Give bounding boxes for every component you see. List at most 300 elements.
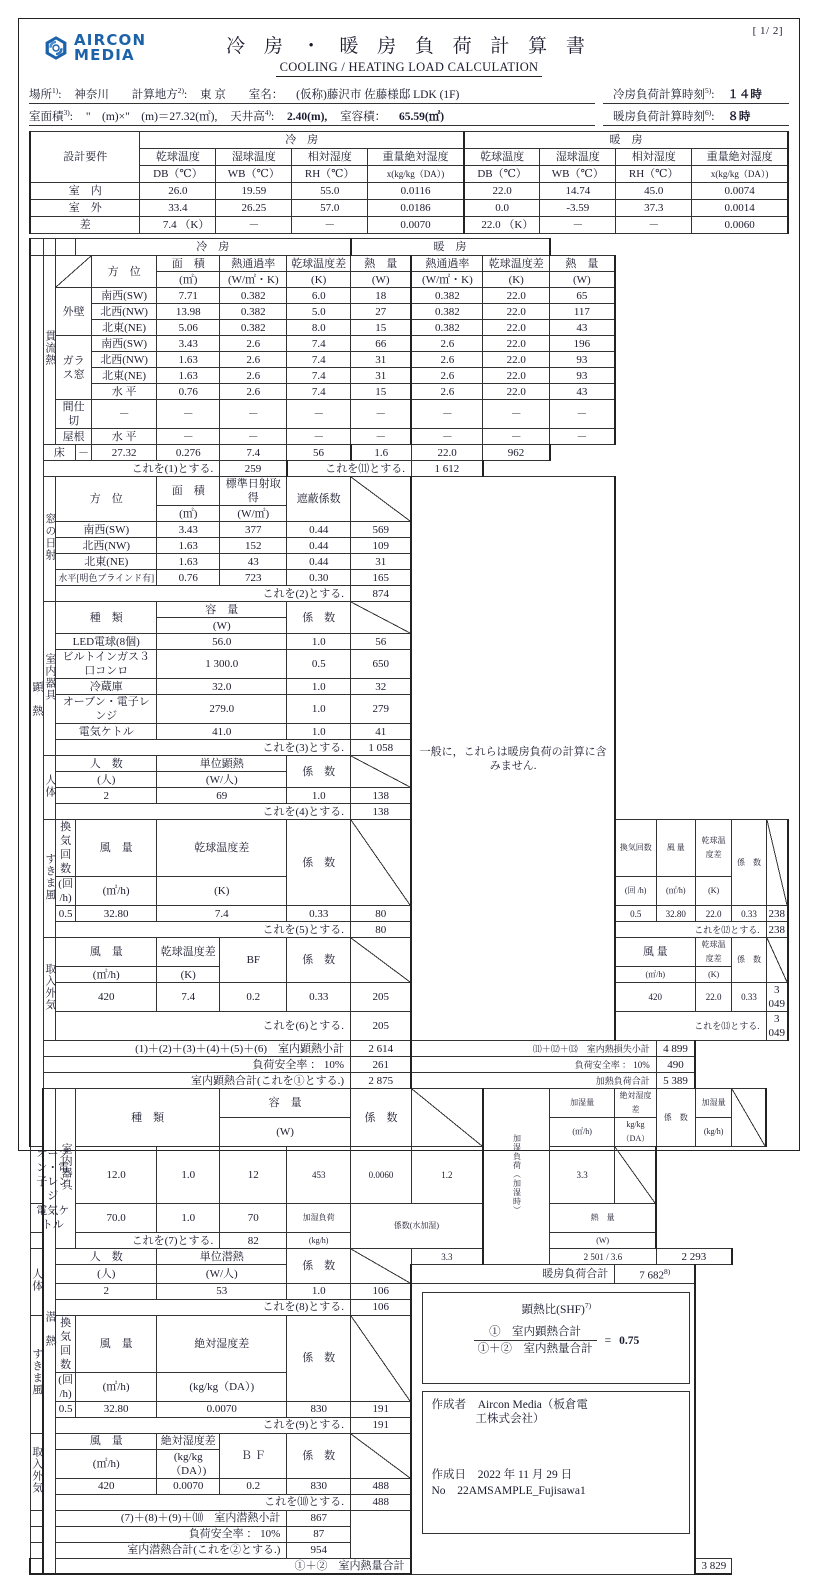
cell-flow-heat: 420 (615, 983, 696, 1012)
room-label: 室名 (248, 89, 272, 101)
sensible-safety-label: 負荷安全率 ： 10% (43, 1057, 351, 1073)
area-label: 室面積 (29, 111, 64, 123)
col-heat: 熱 量 (351, 256, 412, 272)
people-sensible-group-label: 人体 (43, 756, 56, 820)
aircon-media-logo (43, 33, 146, 62)
cond-unit: WB（℃） (540, 166, 616, 183)
table-row (30, 336, 788, 352)
col-u-value-heat: 熱通過率 (411, 256, 482, 272)
cell-dt-heat: － (483, 400, 550, 429)
table-row (30, 200, 788, 217)
table-row (30, 1204, 788, 1233)
subtotal-label-13: これを⒀とする. (615, 1012, 766, 1041)
col-dx: 絶対湿度差 (157, 1433, 220, 1449)
cell-ach: 0.5 (56, 906, 76, 922)
col-bf: BF (220, 938, 287, 983)
col-area: 面 積 (157, 256, 220, 272)
row-category: 外壁 (56, 288, 92, 336)
cell-area: 0.76 (157, 384, 220, 400)
cell-direction: 南西(SW) (91, 336, 156, 352)
subtotal-value-1: 259 (220, 461, 287, 477)
cell-dt-heat: 22.0 (483, 352, 550, 368)
subtotal-value-3: 1 058 (351, 740, 412, 756)
corner-diagonal (56, 256, 92, 288)
cell-direction: 北西(NW) (91, 352, 156, 368)
col-type: 種 類 (75, 1089, 219, 1147)
page-frame (18, 18, 800, 1572)
cell-area: 3.43 (157, 522, 220, 538)
transmission-group-label: 貫流熱 (43, 256, 56, 445)
cooling-time-label: 冷房負荷計算時刻 (613, 89, 705, 101)
cell-name: 電気ケトル (30, 1204, 75, 1233)
table-row (30, 400, 788, 429)
col-flow: 風 量 (75, 820, 156, 877)
unit-u-heat: (W/㎡・K) (411, 272, 482, 288)
cond-unit: DB（℃） (140, 166, 216, 183)
unit-sensible: (W/人) (157, 772, 287, 788)
col-unit-sensible: 単位顕熱 (157, 756, 287, 772)
region-label: 計算地方 (131, 89, 178, 101)
cond-value: － (292, 217, 368, 234)
cell-u: 0.276 (157, 445, 220, 461)
subtotal-value-2: 874 (351, 586, 412, 602)
cell-direction: － (75, 445, 91, 461)
col-ach-heat: 換気回数 (615, 820, 657, 877)
cond-value: 0.0070 (368, 217, 464, 234)
unit-capacity: (W) (220, 1118, 351, 1147)
cell-capacity: 41.0 (157, 724, 287, 740)
cell-direction: 水平[明色ブラインド有] (56, 570, 157, 586)
heating-time: 暖房負荷計算時刻$^{6)}$: ８時 (603, 108, 789, 126)
cell-q: 56 (351, 634, 412, 650)
cell-humid-load: 3.3 (411, 1249, 482, 1265)
shf-value: 0.75 (619, 1334, 640, 1347)
cell-dt: 7.4 (287, 384, 351, 400)
page-number: [ 1/ 2] (752, 25, 783, 37)
cell-capacity: 70.0 (75, 1204, 156, 1233)
cond-unit: x(kg/kg（DA）) (692, 166, 788, 183)
unit-dt-heat: (K) (695, 967, 732, 983)
latent-total-label: 室内潜熱合計(これを②とする.) (30, 1542, 287, 1558)
outdoor-air-latent-group-label: 取入外気 (30, 1433, 43, 1510)
unit-sg: (W/㎡) (220, 506, 287, 522)
cooling-time: 冷房負荷計算時刻$^{5)}$: １４時 (603, 86, 789, 104)
blank-diagonal (351, 1315, 412, 1401)
cell-capacity: 32.0 (157, 679, 287, 695)
cell-area: 7.71 (157, 288, 220, 304)
col-dt-heat: 乾球温度差 (695, 820, 732, 877)
heating-load-total-value: 7 682$^{8)}$ (615, 1265, 696, 1284)
subtotal-value-5: 80 (351, 922, 412, 938)
heating-exclusion-note: 一般に，これらは暖房負荷の計算に含みません. (411, 477, 614, 1041)
cell-capacity: 56.0 (157, 634, 287, 650)
table-row (30, 804, 788, 820)
cond-value: 37.3 (616, 200, 692, 217)
cond-unit: RH（℃） (616, 166, 692, 183)
subtotal-label-11: これを⑾とする. (287, 461, 412, 477)
cell-q: 191 (351, 1401, 412, 1417)
col-dt: 乾球温度差 (157, 938, 220, 967)
unit-people: (人) (56, 772, 157, 788)
cell-q: 650 (351, 650, 412, 679)
cell-coefficient: 0.33 (287, 983, 351, 1012)
cell-direction: 北西(NW) (91, 304, 156, 320)
row-category: 間仕切 (56, 400, 92, 429)
cell-q: 66 (351, 336, 412, 352)
table-row (30, 522, 788, 538)
cell-u: － (220, 400, 287, 429)
cell-coefficient: 1.0 (287, 788, 351, 804)
people-latent-group-label: 人体 (30, 1249, 43, 1316)
col-humid-dx: 絶対湿度差 (615, 1089, 657, 1118)
cell-flow: 32.80 (75, 1401, 156, 1417)
page-title-ja: 冷 房 ・ 暖 房 負 荷 計 算 書 (226, 36, 592, 57)
table-row (30, 922, 788, 938)
unit-dt-heat: (K) (695, 877, 732, 906)
author-label: 作成者 (431, 1398, 466, 1411)
col-people-count: 人 数 (56, 1249, 157, 1265)
cond-col: 相対湿度 (292, 149, 368, 166)
latent-subtotal-value: 867 (287, 1510, 351, 1526)
shf-numerator: ① 室内顕熱合計 (474, 1325, 597, 1341)
cond-value: -3.59 (540, 200, 616, 217)
cond-col: 重量絶対湿度 (692, 149, 788, 166)
col-bf: Ｂ Ｆ (220, 1433, 287, 1478)
table-row (30, 724, 788, 740)
cell-q-heat: － (550, 429, 615, 445)
cell-q: 138 (351, 788, 412, 804)
row-category: 床 (43, 445, 75, 461)
unit-area-solar: (㎡) (157, 506, 220, 522)
latent-safety-value: 87 (287, 1526, 351, 1542)
cell-sc: 0.30 (287, 570, 351, 586)
subtotal-value-6: 205 (351, 1012, 412, 1041)
cooling-section-header: 冷 房 (140, 132, 464, 149)
unit-dt: (K) (287, 272, 351, 288)
cell-capacity: 1 300.0 (157, 650, 287, 679)
heating-load-total-label: 暖房負荷合計 (411, 1265, 614, 1284)
cell-q-heat: 43 (550, 384, 615, 400)
unit-dt: (K) (157, 877, 287, 906)
table-row (30, 983, 788, 1012)
no-value: 22AMSAMPLE_Fujisawa1 (457, 1484, 586, 1497)
col-humid-heat: 熱 量 (550, 1204, 657, 1233)
col-dt: 乾球温度差 (157, 820, 287, 877)
cell-humid-k: 1.2 (411, 1147, 482, 1204)
table-row (30, 538, 788, 554)
cell-u-heat: 0.382 (411, 304, 482, 320)
cell-q: － (351, 400, 412, 429)
cell-coefficient: 0.5 (287, 650, 351, 679)
cell-coefficient: 830 (287, 1401, 351, 1417)
col-coefficient: 係 数 (287, 938, 351, 983)
cell-direction: 北東(NE) (56, 554, 157, 570)
cell-direction: 南西(SW) (91, 288, 156, 304)
table-row (30, 1057, 788, 1073)
blank-diagonal (411, 1089, 482, 1147)
table-row (30, 570, 788, 586)
cell-dt: 7.4 (157, 906, 287, 922)
cond-value: 57.0 (292, 200, 368, 217)
cell-u: 0.382 (220, 288, 287, 304)
info-line-2: 室面積$^{3)}$: " (m)×" (m)＝27.32(㎡), 天井高$^{4)}$: 2.40(m), 室容積： 65.59(㎡) (29, 108, 595, 126)
cond-row-label: 室 外 (30, 200, 140, 217)
cell-q: 32 (351, 679, 412, 695)
cell-ach: 0.5 (56, 1401, 76, 1417)
cond-unit: DB（℃） (464, 166, 540, 183)
col-flow-heat: 風 量 (615, 938, 696, 967)
hexagon-logo-icon (43, 35, 69, 61)
main-heating-header: 暖 房 (351, 239, 550, 256)
cell-sg: 152 (220, 538, 287, 554)
grand-total-label: ①＋② 室内熱量合計 (30, 1558, 411, 1574)
col-direction: 方 位 (91, 256, 156, 288)
place-label: 場所 (29, 89, 52, 101)
cell-q-heat: 93 (550, 368, 615, 384)
blank-diagonal (351, 1433, 412, 1478)
cell-q-heat: 196 (550, 336, 615, 352)
info-line-1: 場所$^{1)}$: 神奈川 計算地方$^{2)}$: 東 京 室名： (仮称)藤沢市 佐藤様邸 LDK (1F) (29, 86, 595, 104)
cell-sg: 723 (220, 570, 287, 586)
table-row (30, 1147, 788, 1204)
cell-q: 15 (351, 320, 412, 336)
row-category: 屋根 (56, 429, 92, 445)
table-row (30, 554, 788, 570)
cell-direction: 北東(NE) (91, 368, 156, 384)
cell-sg: 377 (220, 522, 287, 538)
subtotal-label-4: これを(4)とする. (56, 804, 351, 820)
table-row (30, 650, 788, 679)
heating-subtotal-label: ⑾＋⑿＋⒀ 室内熱損失小計 (411, 1041, 656, 1057)
cell-direction: 南西(SW) (56, 522, 157, 538)
shf-title: 顕熱比(SHF)$^{7)}$ (521, 1300, 592, 1316)
cell-direction: 水 平 (91, 384, 156, 400)
cell-sc: 0.44 (287, 522, 351, 538)
cell-direction: － (91, 400, 156, 429)
cell-q: 106 (351, 1283, 412, 1299)
cell-flow: 420 (56, 1478, 157, 1494)
cell-flow-heat: 32.80 (656, 906, 695, 922)
col-area-solar: 面 積 (157, 477, 220, 506)
cell-dt: 5.0 (287, 304, 351, 320)
infiltration-latent-group-label: すきま風 (30, 1315, 43, 1433)
unit-flow: (㎡/h) (56, 967, 157, 983)
subtotal-label-10: これを⑽とする. (56, 1494, 351, 1510)
unit-dt: (K) (157, 967, 220, 983)
cell-q-heat: 65 (550, 288, 615, 304)
subtotal-value-13: 3 049 (766, 1012, 788, 1041)
cond-value: 0.0186 (368, 200, 464, 217)
cell-dt-heat: 22.0 (483, 288, 550, 304)
cell-dt: 6.0 (287, 288, 351, 304)
unit-area: (㎡) (157, 272, 220, 288)
shf-box (422, 1292, 690, 1384)
ceiling-height-value: 2.40(m), (287, 111, 328, 123)
cell-name: 電気ケトル (56, 724, 157, 740)
col-humid-water-k: 係数(水加湿) (351, 1204, 483, 1249)
cond-value: 0.0 (464, 200, 540, 217)
unit-dx: (kg/kg（DA）) (157, 1372, 287, 1401)
sensible-total-value: 2 875 (351, 1073, 412, 1089)
cell-coefficient: 1.0 (287, 634, 351, 650)
heating-safety-value: 490 (656, 1057, 695, 1073)
cell-q-heat: 117 (550, 304, 615, 320)
cond-value: 26.25 (216, 200, 292, 217)
cell-dt: 7.4 (287, 336, 351, 352)
cell-q: 569 (351, 522, 412, 538)
col-coefficient: 係 数 (351, 1089, 412, 1147)
table-row (30, 352, 788, 368)
col-coefficient: 係 数 (287, 602, 351, 634)
table-row (30, 304, 788, 320)
cooling-time-value: １４時 (727, 89, 762, 101)
cell-u-heat: 2.6 (411, 368, 482, 384)
cond-value: 14.74 (540, 183, 616, 200)
unit-humid-amount: (kg/h) (695, 1118, 732, 1147)
subtotal-value-8: 106 (351, 1299, 412, 1315)
table-row (30, 586, 788, 602)
col-coefficient: 係 数 (287, 1433, 351, 1478)
cell-u-heat: 2.6 (411, 336, 482, 352)
unit-ach-heat: (回 /h) (615, 877, 657, 906)
col-u-value: 熱通過率 (220, 256, 287, 272)
cell-dt: 7.4 (287, 368, 351, 384)
cell-humid-water-k: 2 501 / 3.6 (550, 1249, 657, 1265)
page-title-en: COOLING / HEATING LOAD CALCULATION (276, 59, 543, 77)
cell-humid-flow: 453 (287, 1147, 351, 1204)
subtotal-value-4: 138 (351, 804, 412, 820)
cell-u-heat: － (411, 400, 482, 429)
blank-diagonal (615, 1147, 657, 1204)
cond-col: 湿球温度 (216, 149, 292, 166)
subtotal-value-10: 488 (351, 1494, 412, 1510)
right-info-panel (411, 1283, 695, 1574)
design-conditions-table (29, 131, 789, 234)
cell-u: 2.6 (220, 368, 287, 384)
cell-area: 1.63 (157, 352, 220, 368)
col-coefficient-heat: 係 数 (732, 820, 766, 906)
cond-col: 重量絶対湿度 (368, 149, 464, 166)
cell-dt-heat: 22.0 (483, 384, 550, 400)
date-label: 作成日 (431, 1468, 466, 1481)
cell-direction: 北東(NE) (91, 320, 156, 336)
subtotal-label-3: これを(3)とする. (56, 740, 351, 756)
place-value: 神奈川 (74, 89, 109, 101)
col-heat-heat: 熱 量 (550, 256, 615, 272)
cell-q-heat: 238 (766, 906, 788, 922)
blank-diagonal (766, 938, 788, 983)
cell-name: オーブン・電子レンジ (56, 695, 157, 724)
cell-u: 2.6 (220, 336, 287, 352)
unit-humid-flow: (㎡/h) (550, 1118, 615, 1147)
cell-u-heat: 0.382 (411, 288, 482, 304)
col-capacity: 容 量 (157, 602, 287, 618)
cell-coefficient: 1.0 (157, 1204, 220, 1233)
cond-value: － (540, 217, 616, 234)
cond-value: 45.0 (616, 183, 692, 200)
cond-value: 55.0 (292, 183, 368, 200)
col-direction-solar: 方 位 (56, 477, 157, 522)
heating-total-label: 加熱負荷合計 (411, 1073, 656, 1089)
sensible-heat-group-label: 顕 熱 (30, 256, 43, 1147)
col-unit-latent: 単位潜熱 (157, 1249, 287, 1265)
grand-total-value: 3 829 (695, 1558, 732, 1574)
unit-humid-dx: kg/kg（DA） (615, 1118, 657, 1147)
logo-text-line2: MEDIA (74, 45, 135, 64)
cell-name: オーブン・電子レンジ (30, 1147, 75, 1204)
cell-q: 279 (351, 695, 412, 724)
unit-ach: (回 /h) (56, 877, 76, 906)
cell-u: 0.382 (220, 320, 287, 336)
cond-row-label: 室 内 (30, 183, 140, 200)
cell-u: － (220, 429, 287, 445)
cell-humid-heat: 2 293 (656, 1249, 732, 1265)
cond-value: － (216, 217, 292, 234)
cond-unit: RH（℃） (292, 166, 368, 183)
subtotal-value-12: 238 (766, 922, 788, 938)
unit-q: (W) (351, 272, 412, 288)
col-coefficient: 係 数 (287, 756, 351, 788)
cell-dt: － (287, 429, 351, 445)
cell-q-heat: 962 (483, 445, 550, 461)
cell-ach-heat: 0.5 (615, 906, 657, 922)
col-dt-heat: 乾球温度差 (695, 938, 732, 967)
cell-q: 15 (351, 384, 412, 400)
col-coefficient: 係 数 (287, 1249, 351, 1284)
col-coefficient: 係 数 (287, 1315, 351, 1401)
table-row (30, 429, 788, 445)
blank-diagonal (351, 938, 412, 983)
subtotal-label-1: これを(1)とする. (43, 461, 220, 477)
cell-coefficient: 1.0 (157, 1147, 220, 1204)
cell-flow: 32.80 (75, 906, 156, 922)
col-dt: 乾球温度差 (287, 256, 351, 272)
blank-diagonal (351, 602, 412, 634)
col-flow: 風 量 (56, 938, 157, 967)
cell-coefficient: 1.0 (287, 695, 351, 724)
cell-q: 31 (351, 368, 412, 384)
blank-diagonal (732, 1089, 766, 1147)
cond-value: 0.0116 (368, 183, 464, 200)
sensible-subtotal-label: (1)＋(2)＋(3)＋(4)＋(5)＋(6) 室内顕熱小計 (43, 1041, 351, 1057)
heating-subtotal-value: 4 899 (656, 1041, 695, 1057)
cell-u-heat: － (411, 429, 482, 445)
latent-total-value: 954 (287, 1542, 351, 1558)
cell-bf: 0.2 (220, 983, 287, 1012)
subtotal-label-6: これを(6)とする. (56, 1012, 351, 1041)
table-row (30, 1012, 788, 1041)
cell-humid-amount: 3.3 (550, 1147, 615, 1204)
ceiling-height-label: 天井高 (230, 111, 265, 123)
col-sc: 遮蔽係数 (287, 477, 351, 522)
cond-row-label: 差 (30, 217, 140, 234)
cell-name: ビルトインガス３口コンロ (56, 650, 157, 679)
cell-area: 27.32 (91, 445, 156, 461)
latent-subtotal-label: (7)＋(8)＋(9)＋⑽ 室内潜熱小計 (30, 1510, 287, 1526)
cell-unit-sensible: 69 (157, 788, 287, 804)
cell-dt: 8.0 (287, 320, 351, 336)
cell-u-heat: 1.6 (351, 445, 412, 461)
cell-dx: 0.0070 (157, 1401, 287, 1417)
table-row (30, 1283, 788, 1299)
cond-col: 相対湿度 (616, 149, 692, 166)
cell-coefficient-heat: 0.33 (732, 983, 766, 1012)
cond-value: 0.0074 (692, 183, 788, 200)
infiltration-sensible-group-label: すきま風 (43, 820, 56, 938)
author-box (422, 1391, 690, 1534)
table-row (30, 445, 788, 461)
cell-q: － (351, 429, 412, 445)
